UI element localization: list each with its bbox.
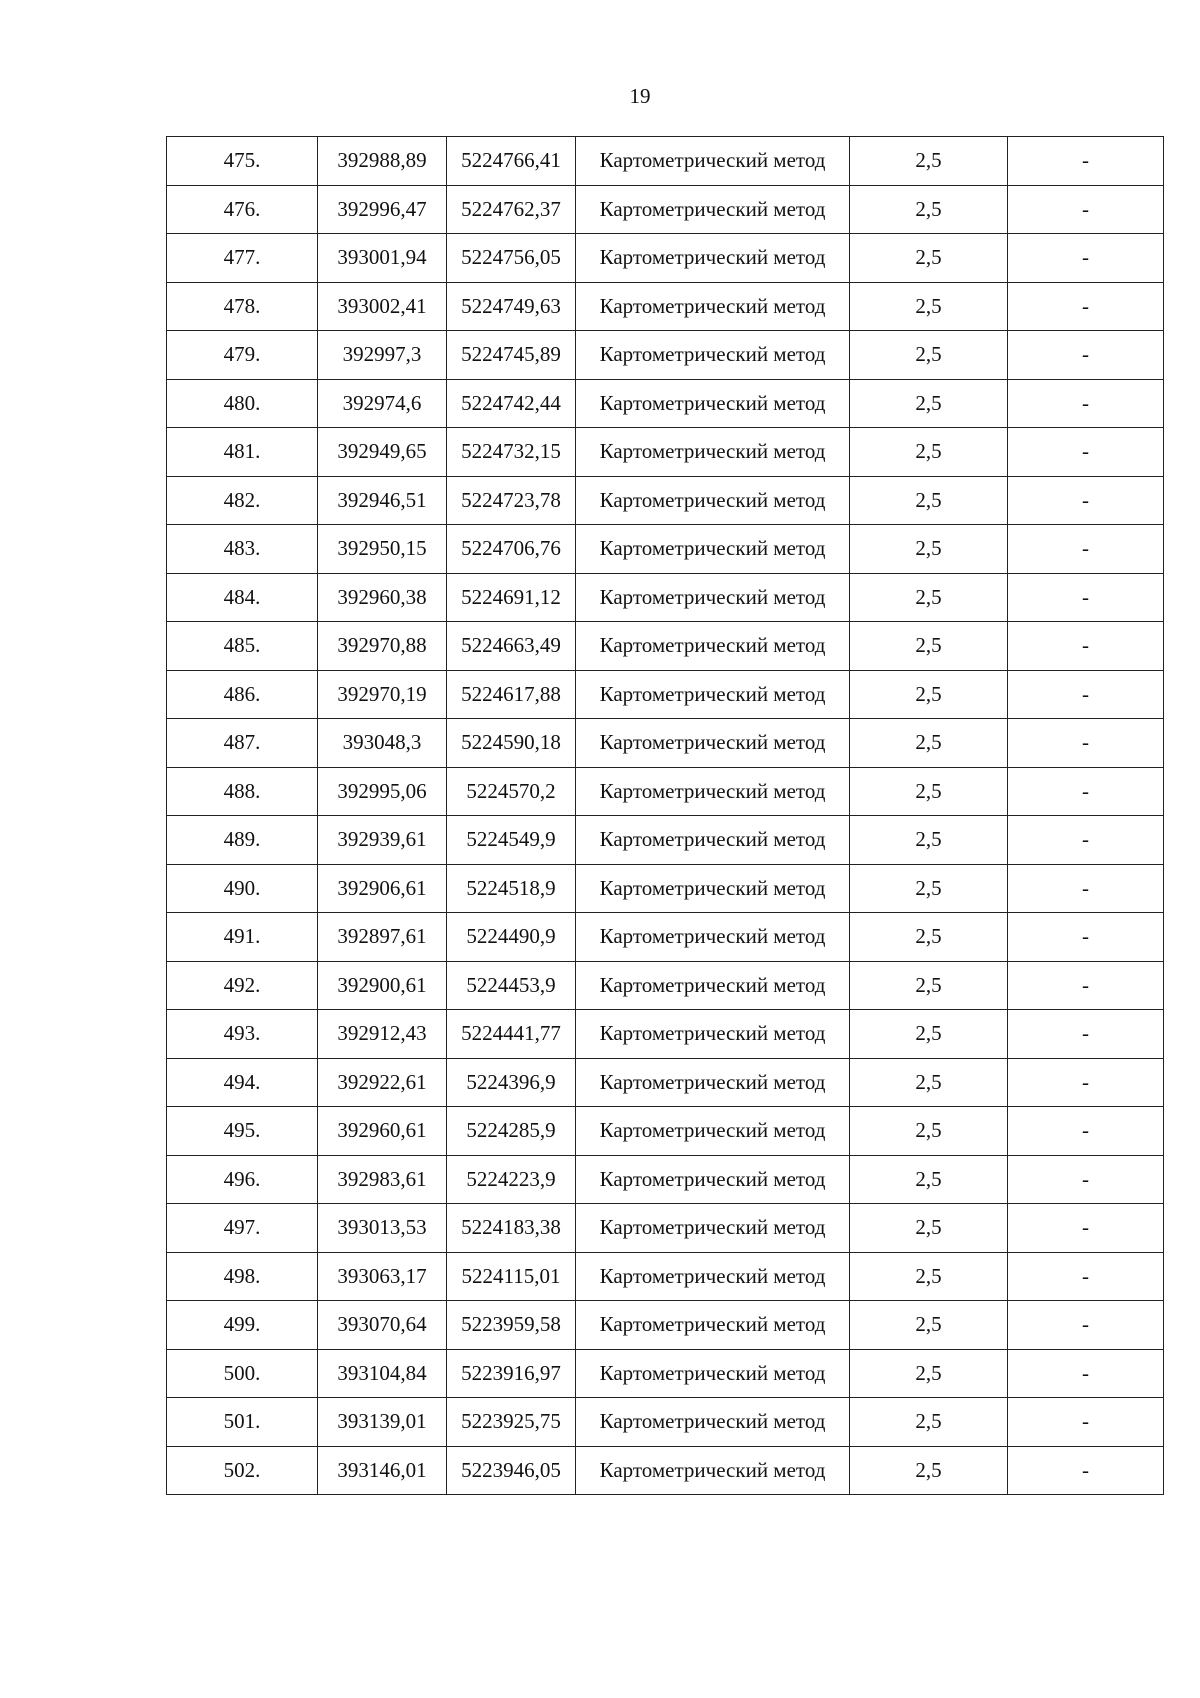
description-cell: - bbox=[1008, 1155, 1164, 1204]
point-number-cell: 490. bbox=[167, 864, 318, 913]
point-number-cell: 477. bbox=[167, 234, 318, 283]
table-row bbox=[167, 282, 1164, 331]
point-number-cell: 495. bbox=[167, 1107, 318, 1156]
method-cell: Картометрический метод bbox=[576, 234, 850, 283]
x-coordinate-cell: 392950,15 bbox=[318, 525, 447, 574]
table-row bbox=[167, 525, 1164, 574]
table-row bbox=[167, 1010, 1164, 1059]
x-coordinate-cell: 392906,61 bbox=[318, 864, 447, 913]
accuracy-cell: 2,5 bbox=[850, 622, 1008, 671]
method-cell: Картометрический метод bbox=[576, 816, 850, 865]
method-cell: Картометрический метод bbox=[576, 476, 850, 525]
y-coordinate-cell: 5224766,41 bbox=[447, 137, 576, 186]
method-cell: Картометрический метод bbox=[576, 1252, 850, 1301]
x-coordinate-cell: 393048,3 bbox=[318, 719, 447, 768]
method-cell: Картометрический метод bbox=[576, 379, 850, 428]
description-cell: - bbox=[1008, 525, 1164, 574]
method-cell: Картометрический метод bbox=[576, 1349, 850, 1398]
point-number-cell: 482. bbox=[167, 476, 318, 525]
point-number-cell: 502. bbox=[167, 1446, 318, 1495]
y-coordinate-cell: 5223946,05 bbox=[447, 1446, 576, 1495]
description-cell: - bbox=[1008, 719, 1164, 768]
x-coordinate-cell: 392970,88 bbox=[318, 622, 447, 671]
method-cell: Картометрический метод bbox=[576, 331, 850, 380]
point-number-cell: 501. bbox=[167, 1398, 318, 1447]
description-cell: - bbox=[1008, 1349, 1164, 1398]
y-coordinate-cell: 5224183,38 bbox=[447, 1204, 576, 1253]
y-coordinate-cell: 5223916,97 bbox=[447, 1349, 576, 1398]
table-row bbox=[167, 1107, 1164, 1156]
x-coordinate-cell: 392997,3 bbox=[318, 331, 447, 380]
table-row bbox=[167, 913, 1164, 962]
method-cell: Картометрический метод bbox=[576, 864, 850, 913]
description-cell: - bbox=[1008, 1446, 1164, 1495]
y-coordinate-cell: 5224223,9 bbox=[447, 1155, 576, 1204]
x-coordinate-cell: 392974,6 bbox=[318, 379, 447, 428]
x-coordinate-cell: 393104,84 bbox=[318, 1349, 447, 1398]
point-number-cell: 498. bbox=[167, 1252, 318, 1301]
x-coordinate-cell: 393002,41 bbox=[318, 282, 447, 331]
table-row bbox=[167, 719, 1164, 768]
x-coordinate-cell: 393001,94 bbox=[318, 234, 447, 283]
method-cell: Картометрический метод bbox=[576, 525, 850, 574]
accuracy-cell: 2,5 bbox=[850, 1398, 1008, 1447]
table-row bbox=[167, 1446, 1164, 1495]
y-coordinate-cell: 5224756,05 bbox=[447, 234, 576, 283]
y-coordinate-cell: 5224518,9 bbox=[447, 864, 576, 913]
table-row bbox=[167, 1204, 1164, 1253]
description-cell: - bbox=[1008, 816, 1164, 865]
accuracy-cell: 2,5 bbox=[850, 331, 1008, 380]
point-number-cell: 491. bbox=[167, 913, 318, 962]
accuracy-cell: 2,5 bbox=[850, 1155, 1008, 1204]
page-number: 19 bbox=[629, 84, 651, 108]
x-coordinate-cell: 392946,51 bbox=[318, 476, 447, 525]
y-coordinate-cell: 5224590,18 bbox=[447, 719, 576, 768]
method-cell: Картометрический метод bbox=[576, 670, 850, 719]
x-coordinate-cell: 393146,01 bbox=[318, 1446, 447, 1495]
accuracy-cell: 2,5 bbox=[850, 1349, 1008, 1398]
point-number-cell: 488. bbox=[167, 767, 318, 816]
table-row bbox=[167, 1301, 1164, 1350]
description-cell: - bbox=[1008, 476, 1164, 525]
point-number-cell: 484. bbox=[167, 573, 318, 622]
accuracy-cell: 2,5 bbox=[850, 379, 1008, 428]
x-coordinate-cell: 393063,17 bbox=[318, 1252, 447, 1301]
description-cell: - bbox=[1008, 234, 1164, 283]
accuracy-cell: 2,5 bbox=[850, 282, 1008, 331]
y-coordinate-cell: 5224490,9 bbox=[447, 913, 576, 962]
y-coordinate-cell: 5224285,9 bbox=[447, 1107, 576, 1156]
method-cell: Картометрический метод bbox=[576, 1010, 850, 1059]
description-cell: - bbox=[1008, 282, 1164, 331]
accuracy-cell: 2,5 bbox=[850, 816, 1008, 865]
method-cell: Картометрический метод bbox=[576, 573, 850, 622]
method-cell: Картометрический метод bbox=[576, 719, 850, 768]
accuracy-cell: 2,5 bbox=[850, 1204, 1008, 1253]
table-row bbox=[167, 622, 1164, 671]
table-row bbox=[167, 573, 1164, 622]
description-cell: - bbox=[1008, 622, 1164, 671]
y-coordinate-cell: 5223925,75 bbox=[447, 1398, 576, 1447]
x-coordinate-cell: 393070,64 bbox=[318, 1301, 447, 1350]
x-coordinate-cell: 392983,61 bbox=[318, 1155, 447, 1204]
y-coordinate-cell: 5224396,9 bbox=[447, 1058, 576, 1107]
point-number-cell: 476. bbox=[167, 185, 318, 234]
point-number-cell: 497. bbox=[167, 1204, 318, 1253]
table-row bbox=[167, 428, 1164, 477]
description-cell: - bbox=[1008, 1204, 1164, 1253]
y-coordinate-cell: 5224745,89 bbox=[447, 331, 576, 380]
method-cell: Картометрический метод bbox=[576, 767, 850, 816]
accuracy-cell: 2,5 bbox=[850, 1010, 1008, 1059]
table-row bbox=[167, 1252, 1164, 1301]
table-row bbox=[167, 816, 1164, 865]
y-coordinate-cell: 5224617,88 bbox=[447, 670, 576, 719]
accuracy-cell: 2,5 bbox=[850, 1252, 1008, 1301]
accuracy-cell: 2,5 bbox=[850, 961, 1008, 1010]
description-cell: - bbox=[1008, 913, 1164, 962]
y-coordinate-cell: 5224663,49 bbox=[447, 622, 576, 671]
method-cell: Картометрический метод bbox=[576, 913, 850, 962]
method-cell: Картометрический метод bbox=[576, 282, 850, 331]
y-coordinate-cell: 5224453,9 bbox=[447, 961, 576, 1010]
description-cell: - bbox=[1008, 1398, 1164, 1447]
description-cell: - bbox=[1008, 864, 1164, 913]
y-coordinate-cell: 5224115,01 bbox=[447, 1252, 576, 1301]
accuracy-cell: 2,5 bbox=[850, 428, 1008, 477]
table-row bbox=[167, 1058, 1164, 1107]
point-number-cell: 487. bbox=[167, 719, 318, 768]
accuracy-cell: 2,5 bbox=[850, 864, 1008, 913]
description-cell: - bbox=[1008, 1107, 1164, 1156]
x-coordinate-cell: 392960,38 bbox=[318, 573, 447, 622]
table-row bbox=[167, 234, 1164, 283]
table-row bbox=[167, 1155, 1164, 1204]
table-row bbox=[167, 670, 1164, 719]
description-cell: - bbox=[1008, 1010, 1164, 1059]
method-cell: Картометрический метод bbox=[576, 1107, 850, 1156]
method-cell: Картометрический метод bbox=[576, 1446, 850, 1495]
point-number-cell: 500. bbox=[167, 1349, 318, 1398]
accuracy-cell: 2,5 bbox=[850, 719, 1008, 768]
point-number-cell: 492. bbox=[167, 961, 318, 1010]
coordinates-table bbox=[166, 136, 1164, 1495]
table-body bbox=[167, 137, 1164, 1495]
table-row bbox=[167, 137, 1164, 186]
description-cell: - bbox=[1008, 185, 1164, 234]
point-number-cell: 494. bbox=[167, 1058, 318, 1107]
table-row bbox=[167, 961, 1164, 1010]
description-cell: - bbox=[1008, 961, 1164, 1010]
x-coordinate-cell: 392922,61 bbox=[318, 1058, 447, 1107]
accuracy-cell: 2,5 bbox=[850, 185, 1008, 234]
description-cell: - bbox=[1008, 331, 1164, 380]
x-coordinate-cell: 392897,61 bbox=[318, 913, 447, 962]
description-cell: - bbox=[1008, 137, 1164, 186]
point-number-cell: 489. bbox=[167, 816, 318, 865]
point-number-cell: 480. bbox=[167, 379, 318, 428]
x-coordinate-cell: 392970,19 bbox=[318, 670, 447, 719]
method-cell: Картометрический метод bbox=[576, 428, 850, 477]
x-coordinate-cell: 392960,61 bbox=[318, 1107, 447, 1156]
point-number-cell: 499. bbox=[167, 1301, 318, 1350]
description-cell: - bbox=[1008, 670, 1164, 719]
x-coordinate-cell: 392912,43 bbox=[318, 1010, 447, 1059]
accuracy-cell: 2,5 bbox=[850, 1446, 1008, 1495]
table-row bbox=[167, 864, 1164, 913]
description-cell: - bbox=[1008, 379, 1164, 428]
method-cell: Картометрический метод bbox=[576, 1155, 850, 1204]
x-coordinate-cell: 392939,61 bbox=[318, 816, 447, 865]
y-coordinate-cell: 5223959,58 bbox=[447, 1301, 576, 1350]
point-number-cell: 483. bbox=[167, 525, 318, 574]
point-number-cell: 486. bbox=[167, 670, 318, 719]
y-coordinate-cell: 5224762,37 bbox=[447, 185, 576, 234]
accuracy-cell: 2,5 bbox=[850, 234, 1008, 283]
point-number-cell: 478. bbox=[167, 282, 318, 331]
method-cell: Картометрический метод bbox=[576, 137, 850, 186]
accuracy-cell: 2,5 bbox=[850, 1058, 1008, 1107]
accuracy-cell: 2,5 bbox=[850, 525, 1008, 574]
y-coordinate-cell: 5224723,78 bbox=[447, 476, 576, 525]
table-row bbox=[167, 331, 1164, 380]
x-coordinate-cell: 393013,53 bbox=[318, 1204, 447, 1253]
accuracy-cell: 2,5 bbox=[850, 476, 1008, 525]
method-cell: Картометрический метод bbox=[576, 961, 850, 1010]
accuracy-cell: 2,5 bbox=[850, 573, 1008, 622]
x-coordinate-cell: 392988,89 bbox=[318, 137, 447, 186]
y-coordinate-cell: 5224691,12 bbox=[447, 573, 576, 622]
method-cell: Картометрический метод bbox=[576, 1301, 850, 1350]
method-cell: Картометрический метод bbox=[576, 1058, 850, 1107]
x-coordinate-cell: 392900,61 bbox=[318, 961, 447, 1010]
accuracy-cell: 2,5 bbox=[850, 1107, 1008, 1156]
y-coordinate-cell: 5224570,2 bbox=[447, 767, 576, 816]
method-cell: Картометрический метод bbox=[576, 622, 850, 671]
point-number-cell: 485. bbox=[167, 622, 318, 671]
table-row bbox=[167, 379, 1164, 428]
method-cell: Картометрический метод bbox=[576, 1204, 850, 1253]
y-coordinate-cell: 5224441,77 bbox=[447, 1010, 576, 1059]
accuracy-cell: 2,5 bbox=[850, 137, 1008, 186]
description-cell: - bbox=[1008, 1058, 1164, 1107]
x-coordinate-cell: 392996,47 bbox=[318, 185, 447, 234]
description-cell: - bbox=[1008, 573, 1164, 622]
y-coordinate-cell: 5224549,9 bbox=[447, 816, 576, 865]
x-coordinate-cell: 392949,65 bbox=[318, 428, 447, 477]
x-coordinate-cell: 392995,06 bbox=[318, 767, 447, 816]
description-cell: - bbox=[1008, 1301, 1164, 1350]
point-number-cell: 475. bbox=[167, 137, 318, 186]
x-coordinate-cell: 393139,01 bbox=[318, 1398, 447, 1447]
description-cell: - bbox=[1008, 767, 1164, 816]
y-coordinate-cell: 5224706,76 bbox=[447, 525, 576, 574]
y-coordinate-cell: 5224742,44 bbox=[447, 379, 576, 428]
table-row bbox=[167, 476, 1164, 525]
point-number-cell: 479. bbox=[167, 331, 318, 380]
y-coordinate-cell: 5224732,15 bbox=[447, 428, 576, 477]
table-row bbox=[167, 1398, 1164, 1447]
accuracy-cell: 2,5 bbox=[850, 670, 1008, 719]
y-coordinate-cell: 5224749,63 bbox=[447, 282, 576, 331]
point-number-cell: 496. bbox=[167, 1155, 318, 1204]
table-row bbox=[167, 767, 1164, 816]
accuracy-cell: 2,5 bbox=[850, 767, 1008, 816]
point-number-cell: 481. bbox=[167, 428, 318, 477]
method-cell: Картометрический метод bbox=[576, 1398, 850, 1447]
table-row bbox=[167, 1349, 1164, 1398]
method-cell: Картометрический метод bbox=[576, 185, 850, 234]
description-cell: - bbox=[1008, 428, 1164, 477]
accuracy-cell: 2,5 bbox=[850, 1301, 1008, 1350]
table-row bbox=[167, 185, 1164, 234]
point-number-cell: 493. bbox=[167, 1010, 318, 1059]
accuracy-cell: 2,5 bbox=[850, 913, 1008, 962]
description-cell: - bbox=[1008, 1252, 1164, 1301]
